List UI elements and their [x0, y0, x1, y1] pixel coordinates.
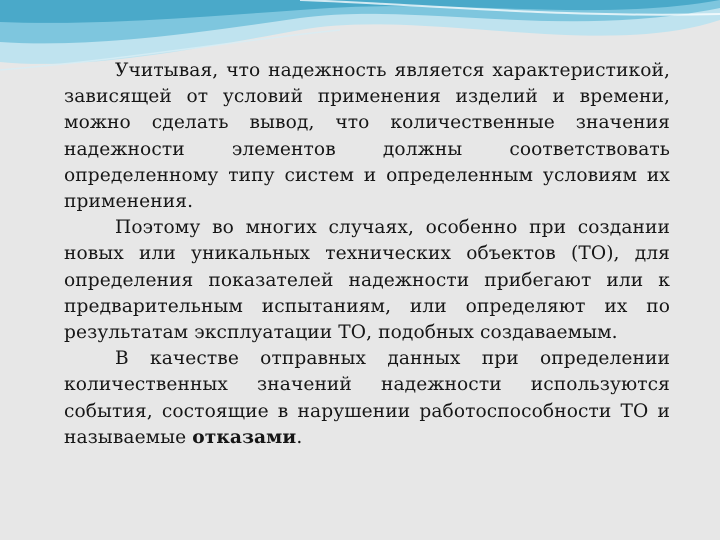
paragraph-2: Поэтому во многих случаях, особенно при создании новых или уникальных технических объектов (ТО), для определения показателей надежности прибегают или к предварительным испытаниям, или определяют их по результатам эксплуатации ТО, подобных создаваемым. [64, 217, 670, 344]
paragraph-1: Учитывая, что надежность является характеристикой, зависящей от условий применения изделий и времени, можно сделать вывод, что количественные значения надежности элементов должны соответствовать определенному типу систем и определенным условиям их применения. [64, 60, 670, 213]
text-body [64, 58, 670, 451]
paragraph-3-text: В качестве отправных данных при определении количественных значений надежности используются события, состоящие в нарушении работоспособности ТО и называемые [64, 348, 670, 448]
emphasis-term: отказами [192, 426, 297, 448]
paragraph-3 [64, 346, 670, 451]
paragraph-3-end: . [296, 426, 303, 448]
